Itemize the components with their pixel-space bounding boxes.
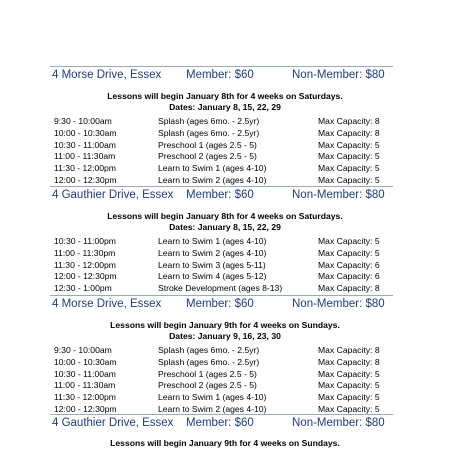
class-row: [0, 128, 450, 140]
class-capacity: Max Capacity: 8: [318, 345, 380, 355]
class-time: 12:30 - 1:00pm: [54, 283, 112, 294]
member-price: Member: $60: [186, 417, 254, 429]
class-row: [0, 357, 450, 369]
class-time: 10:30 - 11:00am: [54, 368, 116, 379]
class-time: 9:30 - 10:00am: [54, 116, 112, 126]
class-row: [0, 369, 450, 381]
lesson-note: Lessons will begin January 9th for 4 weeks on Sundays.: [110, 438, 340, 448]
location-header: [0, 186, 450, 204]
class-name: Learn to Swim 2 (ages 4-10): [158, 247, 267, 258]
class-row: [0, 140, 450, 152]
location-section: [0, 66, 450, 187]
member-price: Member: $60: [186, 189, 254, 201]
class-time: 10:00 - 10:30am: [54, 127, 117, 138]
class-name: Splash (ages 6mo. - 2.5yr): [158, 356, 260, 367]
class-row: [0, 260, 450, 272]
location-section: [0, 295, 450, 416]
class-row: [0, 175, 450, 187]
class-capacity: Max Capacity: 5: [318, 380, 380, 391]
class-row: [0, 236, 450, 248]
non-member-price: Non-Member: $80: [292, 417, 385, 429]
class-name: Learn to Swim 1 (ages 4-10): [158, 236, 267, 246]
location-section: [0, 186, 450, 295]
divider: [50, 186, 393, 187]
lesson-note: Lessons will begin January 8th for 4 weeks on Saturdays.: [107, 211, 343, 221]
class-row: [0, 151, 450, 163]
class-name: Learn to Swim 2 (ages 4-10): [158, 403, 267, 414]
lesson-note: Lessons will begin January 8th for 4 weeks on Saturdays.: [107, 91, 343, 101]
location-address: 4 Morse Drive, Essex: [52, 298, 162, 310]
class-row: [0, 248, 450, 260]
class-name: Stroke Development (ages 8-13): [158, 283, 283, 294]
class-capacity: Max Capacity: 5: [318, 139, 380, 150]
class-time: 9:30 - 10:00am: [54, 345, 112, 355]
class-capacity: Max Capacity: 5: [318, 368, 380, 379]
class-time: 11:30 - 12:00pm: [54, 163, 116, 174]
class-time: 11:30 - 12:00pm: [54, 392, 116, 403]
class-name: Preschool 2 (ages 2.5 - 5): [158, 151, 257, 162]
class-capacity: Max Capacity: 5: [318, 247, 380, 258]
class-row: [0, 271, 450, 283]
class-time: 12:00 - 12:30pm: [54, 403, 117, 414]
location-header: [0, 66, 450, 84]
class-row: [0, 392, 450, 404]
lesson-note: Lessons will begin January 9th for 4 weeks on Sundays.: [110, 320, 340, 330]
class-capacity: Max Capacity: 5: [318, 151, 380, 162]
non-member-price: Non-Member: $80: [292, 189, 385, 201]
class-capacity: Max Capacity: 8: [318, 116, 380, 126]
class-name: Preschool 1 (ages 2.5 - 5): [158, 368, 257, 379]
class-list: [0, 345, 450, 416]
class-name: Learn to Swim 1 (ages 4-10): [158, 163, 267, 174]
member-price: Member: $60: [186, 298, 254, 310]
class-time: 12:00 - 12:30pm: [54, 174, 117, 185]
class-time: 11:00 - 11:30am: [54, 151, 116, 162]
non-member-price: Non-Member: $80: [292, 69, 385, 81]
class-row: [0, 345, 450, 357]
location-section: [0, 414, 450, 449]
class-list: [0, 116, 450, 187]
class-time: 11:00 - 11:30pm: [54, 247, 116, 258]
class-name: Learn to Swim 2 (ages 4-10): [158, 174, 267, 185]
class-name: Learn to Swim 1 (ages 4-10): [158, 392, 267, 403]
class-name: Learn to Swim 3 (ages 5-11): [158, 259, 266, 270]
class-name: Learn to Swim 4 (ages 5-12): [158, 271, 267, 282]
class-time: 11:00 - 11:30am: [54, 380, 116, 391]
class-time: 10:30 - 11:00pm: [54, 236, 116, 246]
class-time: 10:30 - 11:00am: [54, 139, 116, 150]
class-name: Preschool 1 (ages 2.5 - 5): [158, 139, 257, 150]
class-time: 12:00 - 12:30pm: [54, 271, 117, 282]
divider: [50, 66, 393, 67]
divider: [50, 295, 393, 296]
location-address: 4 Morse Drive, Essex: [52, 69, 162, 81]
class-capacity: Max Capacity: 5: [318, 163, 380, 174]
lesson-dates: Dates: January 8, 15, 22, 29: [169, 222, 281, 232]
class-row: [0, 116, 450, 128]
class-capacity: Max Capacity: 8: [318, 127, 380, 138]
class-row: [0, 283, 450, 295]
location-header: [0, 295, 450, 313]
class-name: Splash (ages 6mo. - 2.5yr): [158, 127, 260, 138]
class-capacity: Max Capacity: 8: [318, 356, 380, 367]
class-time: 10:00 - 10:30am: [54, 356, 117, 367]
class-name: Preschool 2 (ages 2.5 - 5): [158, 380, 257, 391]
class-list: [0, 236, 450, 295]
class-time: 11:30 - 12:00pm: [54, 259, 116, 270]
lesson-dates: Dates: January 8, 15, 22, 29: [169, 102, 281, 112]
class-capacity: Max Capacity: 5: [318, 392, 380, 403]
class-name: Splash (ages 6mo. - 2.5yr): [158, 345, 260, 355]
class-row: [0, 163, 450, 175]
class-capacity: Max Capacity: 6: [318, 259, 380, 270]
class-row: [0, 380, 450, 392]
class-capacity: Max Capacity: 5: [318, 174, 380, 185]
location-address: 4 Gauthier Drive, Essex: [52, 417, 174, 429]
non-member-price: Non-Member: $80: [292, 298, 385, 310]
class-capacity: Max Capacity: 6: [318, 271, 380, 282]
class-name: Splash (ages 6mo. - 2.5yr): [158, 116, 260, 126]
member-price: Member: $60: [186, 69, 254, 81]
divider: [50, 414, 393, 415]
class-capacity: Max Capacity: 5: [318, 403, 380, 414]
class-capacity: Max Capacity: 8: [318, 283, 380, 294]
location-address: 4 Gauthier Drive, Essex: [52, 189, 174, 201]
class-capacity: Max Capacity: 5: [318, 236, 380, 246]
location-header: [0, 414, 450, 432]
lesson-dates: Dates: January 9, 16, 23, 30: [169, 331, 281, 341]
